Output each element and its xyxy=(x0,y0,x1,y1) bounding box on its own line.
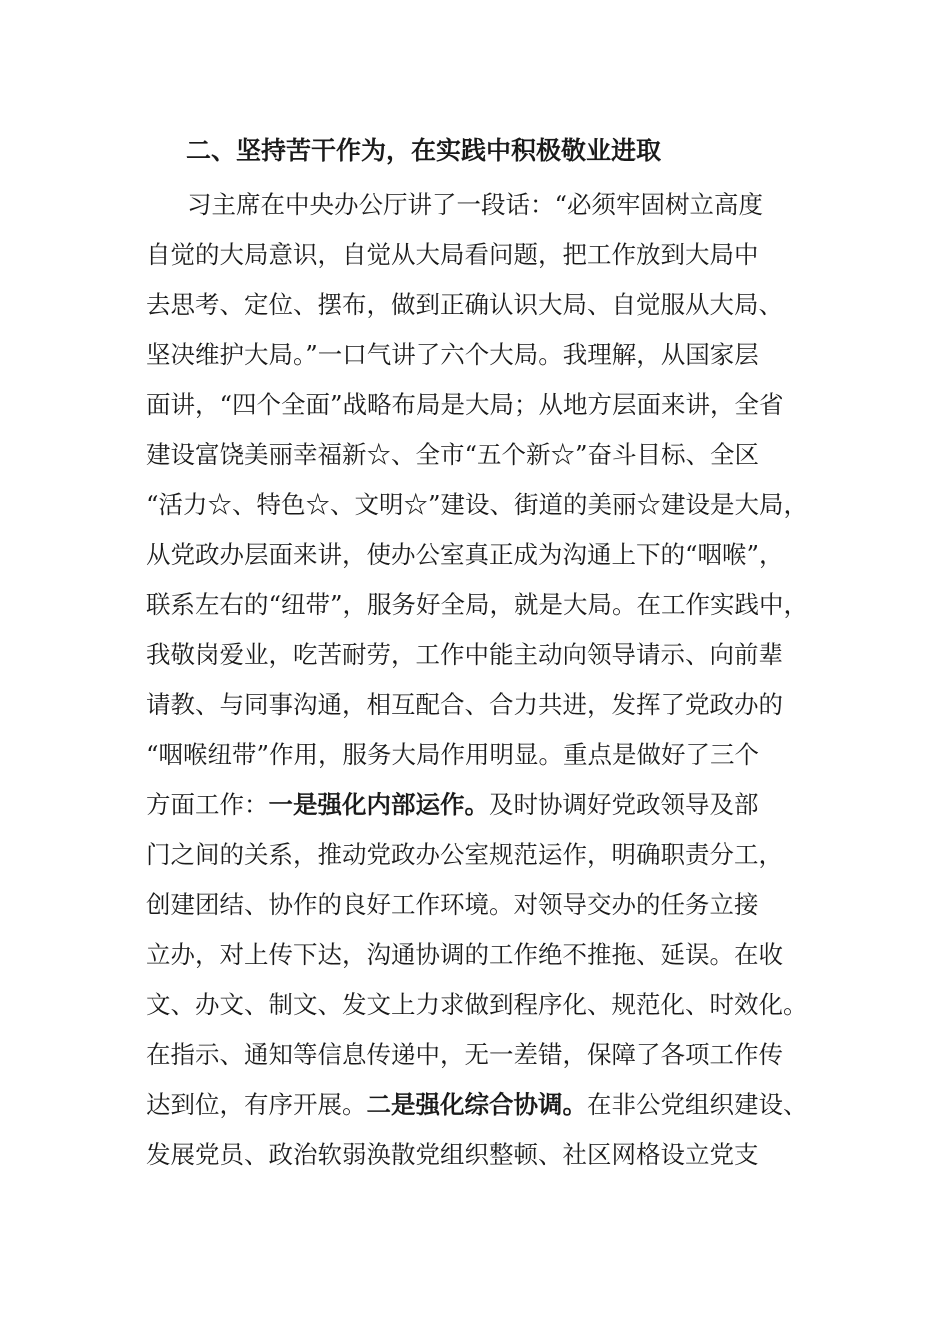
text-segment: 去思考、定位、摆布，做到正确认识大局、自觉服从大局、 xyxy=(146,290,783,319)
text-line xyxy=(146,680,826,730)
section-heading: 二、坚持苦干作为，在实践中积极敬业进取 xyxy=(186,136,662,165)
text-segment: 创建团结、协作的良好工作环境。对领导交办的任务立接 xyxy=(146,890,759,919)
text-line xyxy=(146,930,826,980)
text-segment: 习主席在中央办公厅讲了一段话：“必须牢固树立高度 xyxy=(187,190,764,219)
text-line xyxy=(146,580,826,630)
text-line xyxy=(146,1130,826,1180)
text-line xyxy=(146,880,826,930)
text-line xyxy=(146,1080,826,1130)
text-segment: 从党政办层面来讲，使办公室真正成为沟通上下的“咽喉”， xyxy=(146,540,784,569)
text-segment: 发展党员、政治软弱涣散党组织整顿、社区网格设立党支 xyxy=(146,1140,759,1169)
text-line xyxy=(146,180,826,230)
text-line xyxy=(146,780,826,830)
text-segment: 坚决维护大局。”一口气讲了六个大局。我理解，从国家层 xyxy=(146,340,759,369)
text-segment: 在指示、通知等信息传递中，无一差错，保障了各项工作传 xyxy=(146,1040,783,1069)
text-segment: 联系左右的“纽带”，服务好全局，就是大局。在工作实践中， xyxy=(146,590,809,619)
text-line xyxy=(146,430,826,480)
text-segment: 自觉的大局意识，自觉从大局看问题，把工作放到大局中 xyxy=(146,240,759,269)
text-segment: “咽喉纽带”作用，服务大局作用明显。重点是做好了三个 xyxy=(146,740,760,769)
text-segment: “活力☆、特色☆、文明☆”建设、街道的美丽☆建设是大局， xyxy=(146,490,809,519)
bold-phrase: 二是强化综合协调。 xyxy=(366,1090,587,1119)
text-segment: 面讲，“四个全面”战略布局是大局；从地方层面来讲，全省 xyxy=(146,390,784,419)
text-line xyxy=(146,530,826,580)
text-line xyxy=(146,730,826,780)
text-segment: 方面工作： xyxy=(146,790,269,819)
text-segment: 门之间的关系，推动党政办公室规范运作，明确职责分工， xyxy=(146,840,783,869)
text-segment: 请教、与同事沟通，相互配合、合力共进，发挥了党政办的 xyxy=(146,690,783,719)
text-line xyxy=(146,330,826,380)
text-segment: 在非公党组织建设、 xyxy=(587,1090,808,1119)
text-line xyxy=(146,830,826,880)
text-line xyxy=(146,380,826,430)
text-line xyxy=(146,230,826,280)
text-segment: 我敬岗爱业，吃苦耐劳，工作中能主动向领导请示、向前辈 xyxy=(146,640,783,669)
text-line xyxy=(146,280,826,330)
text-line xyxy=(146,480,826,530)
bold-phrase: 一是强化内部运作。 xyxy=(268,790,489,819)
text-segment: 建设富饶美丽幸福新☆、全市“五个新☆”奋斗目标、全区 xyxy=(146,440,760,469)
text-segment: 及时协调好党政领导及部 xyxy=(489,790,759,819)
text-line xyxy=(146,1030,826,1080)
text-segment: 文、办文、制文、发文上力求做到程序化、规范化、时效化。 xyxy=(146,990,808,1019)
text-line xyxy=(146,630,826,680)
text-segment: 立办，对上传下达，沟通协调的工作绝不推拖、延误。在收 xyxy=(146,940,783,969)
text-segment: 达到位，有序开展。 xyxy=(146,1090,367,1119)
text-line xyxy=(146,980,826,1030)
body-paragraph xyxy=(146,180,826,1180)
